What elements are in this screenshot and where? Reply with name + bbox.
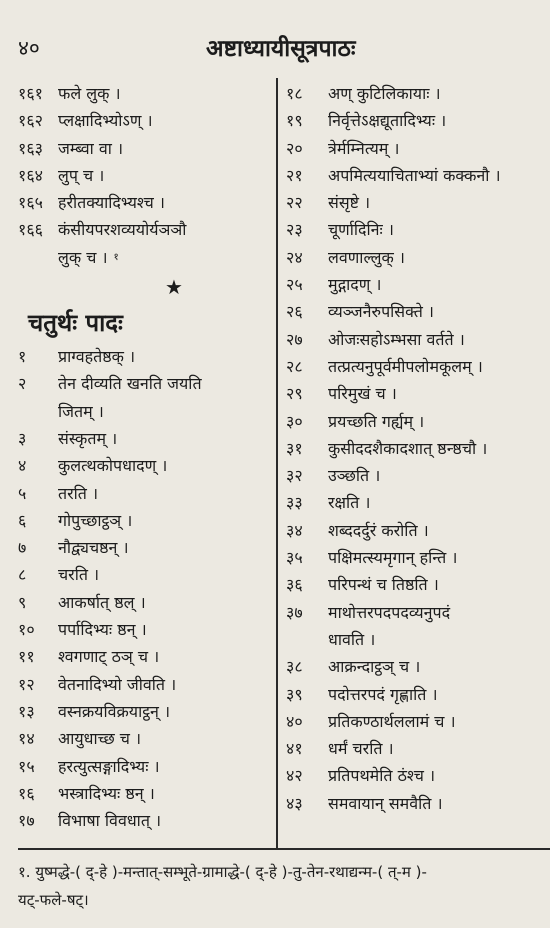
sutra-row — [286, 435, 550, 462]
sutra-number: ३९ — [286, 684, 303, 704]
sutra-text: लुप् च । — [58, 165, 105, 185]
sutra-text: कुसीददशैकादशात् ष्ठन्ष्ठचौ । — [328, 438, 488, 458]
page-title: अष्टाध्यायीसूत्रपाठः — [206, 36, 356, 62]
sutra-row — [286, 408, 550, 435]
sutra-number: २९ — [286, 384, 303, 404]
sutra-text: आयुधाच्छ च । — [58, 729, 142, 749]
sutra-row — [18, 107, 270, 134]
sutra-text: उञ्छति । — [328, 466, 381, 486]
sutra-row — [18, 616, 270, 643]
sutra-text: संस्कृतम् । — [58, 428, 118, 448]
sutra-number: १६६ — [18, 220, 43, 240]
sutra-text: जम्ब्वा वा । — [58, 138, 124, 158]
sutra-number: १२ — [18, 674, 35, 694]
sutra-number: २ — [18, 374, 27, 394]
sutra-text: व्यञ्जनैरुपसिक्ते । — [328, 302, 434, 322]
sutra-row — [286, 353, 550, 380]
sutra-row — [286, 790, 550, 817]
sutra-text: हरत्युत्सङ्गादिभ्यः । — [58, 756, 160, 776]
sutra-text: लवणाल्लुक् । — [328, 247, 405, 267]
sutra-text: प्राग्वहतेष्ठक् । — [58, 347, 136, 367]
sutra-number: १६४ — [18, 165, 43, 185]
sutra-row — [18, 643, 270, 670]
sutra-text: पदोत्तरपदं गृह्णाति । — [328, 684, 438, 704]
sutra-number: ९ — [18, 592, 27, 612]
sutra-text: तत्प्रत्यनुपूर्वमीपलोमकूलम् । — [328, 356, 483, 376]
sutra-row — [18, 725, 270, 752]
sutra-text: ओजःसहोऽम्भसा वर्तते । — [328, 329, 465, 349]
sutra-row — [286, 735, 550, 762]
sutra-row — [286, 326, 550, 353]
sutra-number: २८ — [286, 356, 303, 376]
sutra-number: २१ — [286, 165, 303, 185]
sutra-row — [18, 370, 270, 397]
footnote-line: यट्-फले-षट्। — [18, 891, 89, 909]
sutra-row — [18, 452, 270, 479]
sutra-row — [18, 189, 270, 216]
sutra-number: ४ — [18, 456, 27, 476]
sutra-text: भस्त्रादिभ्यः ष्ठन् । — [58, 783, 155, 803]
sutra-number: १९ — [286, 111, 303, 131]
sutra-row — [286, 107, 550, 134]
sutra-text: आक्रन्दाट्ठञ् च । — [328, 657, 421, 677]
sutra-row — [286, 298, 550, 325]
sutra-number: ५ — [18, 483, 27, 503]
sutra-number: ३६ — [286, 575, 303, 595]
star-ornament: ★ — [165, 275, 183, 300]
sutra-row — [18, 80, 270, 107]
sutra-text: संसृष्टे । — [328, 193, 371, 213]
sutra-row — [286, 571, 550, 598]
sutra-text: पक्षिमत्स्यमृगान् हन्ति । — [328, 548, 458, 568]
sutra-text: प्रतिकण्ठार्थललामं च । — [328, 711, 456, 731]
sutra-continuation: लुक् च । $^१$ — [58, 247, 119, 267]
sutra-text: प्लक्षादिभ्योऽण् । — [58, 111, 153, 131]
sutra-text: तरति । — [58, 483, 99, 503]
sutra-row — [286, 462, 550, 489]
sutra-number: ३० — [286, 411, 303, 431]
sutra-text: अपमित्ययाचिताभ्यां कक्कनौ । — [328, 165, 501, 185]
sutra-text: रक्षति । — [328, 493, 371, 513]
sutra-row — [286, 380, 550, 407]
sutra-row — [18, 425, 270, 452]
footnote-divider — [18, 848, 550, 850]
sutra-number: २७ — [286, 329, 303, 349]
sutra-number: १६३ — [18, 138, 43, 158]
sutra-number: २० — [286, 138, 303, 158]
sutra-text: अण् कुटिलिकायाः । — [328, 84, 441, 103]
sutra-number: १३ — [18, 701, 35, 721]
left-column — [18, 80, 270, 834]
sutra-number: १५ — [18, 756, 35, 776]
sutra-number: १८ — [286, 84, 303, 103]
sutra-row — [18, 507, 270, 534]
sutra-row — [18, 753, 270, 780]
sutra-number: ४२ — [286, 766, 303, 786]
sutra-text: समवायान् समवैति । — [328, 793, 443, 813]
sutra-number: १७ — [18, 811, 35, 831]
sutra-number: ३ — [18, 428, 27, 448]
sutra-number: १० — [18, 620, 35, 640]
sutra-text: पर्पादिभ्यः ष्ठन् । — [58, 620, 147, 640]
sutra-row — [286, 80, 550, 107]
sutra-row — [18, 589, 270, 616]
sutra-number: ७ — [18, 538, 27, 558]
sutra-text: फले लुक् । — [58, 84, 121, 103]
sutra-row — [286, 708, 550, 735]
sutra-number: ३४ — [286, 520, 303, 540]
footnote-marker: १ — [113, 251, 119, 263]
sutra-row — [286, 681, 550, 708]
sutra-number: १६२ — [18, 111, 43, 131]
sutra-number: ४० — [286, 711, 303, 731]
sutra-number: १४ — [18, 729, 35, 749]
sutra-number: ४३ — [286, 793, 303, 813]
sutra-row — [18, 343, 270, 370]
right-column — [286, 80, 550, 817]
sutra-text: तेन दीव्यति खनति जयति — [58, 374, 202, 394]
sutra-text: कुलत्थकोपधादण् । — [58, 456, 168, 476]
sutra-row — [18, 216, 270, 243]
sutra-number: ३२ — [286, 466, 303, 486]
sutra-text: प्रतिपथमेति ठंश्च । — [328, 766, 436, 786]
section-heading: चतुर्थः पादः — [28, 309, 123, 338]
sutra-number: ३३ — [286, 493, 303, 513]
sutra-row — [18, 807, 270, 834]
sutra-row — [18, 671, 270, 698]
sutra-row — [18, 135, 270, 162]
sutra-continuation: धावति । — [328, 629, 376, 649]
sutra-number: ३१ — [286, 438, 303, 458]
sutra-text: हरीतक्यादिभ्यश्च । — [58, 193, 165, 213]
sutra-row — [286, 544, 550, 571]
sutra-text: चरति । — [58, 565, 100, 585]
sutra-row — [18, 162, 270, 189]
sutra-number: ४१ — [286, 739, 303, 759]
sutra-row — [286, 271, 550, 298]
sutra-number: १६ — [18, 783, 35, 803]
sutra-number: २६ — [286, 302, 303, 322]
sutra-number: २२ — [286, 193, 303, 213]
sutra-text: मुद्गादण् । — [328, 275, 382, 295]
sutra-number: २५ — [286, 275, 303, 295]
sutra-row — [18, 780, 270, 807]
sutra-number: २३ — [286, 220, 303, 240]
sutra-text: श्वगणाट् ठञ् च । — [58, 647, 160, 667]
sutra-row — [18, 698, 270, 725]
sutra-row — [286, 762, 550, 789]
sutra-text: आकर्षात् ष्ठल् । — [58, 592, 146, 612]
sutra-text: गोपुच्छाट्ठञ् । — [58, 510, 133, 530]
sutra-row — [286, 517, 550, 544]
sutra-text: निर्वृत्तेऽक्षद्यूतादिभ्यः । — [328, 111, 447, 131]
sutra-row — [286, 216, 550, 243]
sutra-text: परिमुखं च । — [328, 384, 397, 404]
sutra-text: विभाषा विवधात् । — [58, 811, 162, 831]
column-divider — [276, 78, 278, 848]
sutra-number: ८ — [18, 565, 27, 585]
sutra-text: कंसीयपरशव्ययोर्यञञौ — [58, 220, 187, 240]
sutra-text: वेतनादिभ्यो जीवति । — [58, 674, 177, 694]
sutra-number: ३५ — [286, 548, 303, 568]
sutra-number: १६५ — [18, 193, 43, 213]
sutra-number: ११ — [18, 647, 35, 667]
sutra-text: धर्मं चरति । — [328, 739, 394, 759]
sutra-text: परिपन्थं च तिष्ठति । — [328, 575, 439, 595]
sutra-text: त्रेर्मम्नित्यम् । — [328, 138, 400, 158]
footnote-line: १. युष्मद्धे-( द्-हे )-मन्तात्-सम्भूते-ग्रामाद्धे-( द्-हे )-तु-तेन-रथाद्यन्म-( त्-म )- — [18, 863, 427, 881]
sutra-row — [18, 480, 270, 507]
sutra-row — [286, 244, 550, 271]
sutra-number: ३८ — [286, 657, 303, 677]
footnote — [18, 858, 544, 914]
sutra-number: १६१ — [18, 84, 43, 103]
sutra-row — [286, 489, 550, 516]
sutra-text: शब्ददर्दुरं करोति । — [328, 520, 429, 540]
sutra-text: वस्नक्रयविक्रयाट्ठन् । — [58, 701, 171, 721]
sutra-row — [18, 561, 270, 588]
sutra-text: चूर्णादिनिः । — [328, 220, 394, 240]
sutra-row — [286, 162, 550, 189]
sutra-number: ६ — [18, 510, 27, 530]
sutra-number: १ — [18, 347, 27, 367]
sutra-row — [286, 599, 550, 626]
sutra-row — [18, 534, 270, 561]
sutra-row — [286, 653, 550, 680]
sutra-row — [286, 189, 550, 216]
sutra-continuation: जितम् । — [58, 401, 104, 421]
page-number: ४० — [18, 36, 40, 60]
sutra-text: प्रयच्छति गर्ह्यम् । — [328, 411, 425, 431]
sutra-text: नौद्व्यचष्ठन् । — [58, 538, 129, 558]
sutra-number: २४ — [286, 247, 303, 267]
sutra-number: ३७ — [286, 602, 303, 622]
sutra-row — [286, 135, 550, 162]
sutra-text: माथोत्तरपदपदव्यनुपदं — [328, 602, 451, 622]
